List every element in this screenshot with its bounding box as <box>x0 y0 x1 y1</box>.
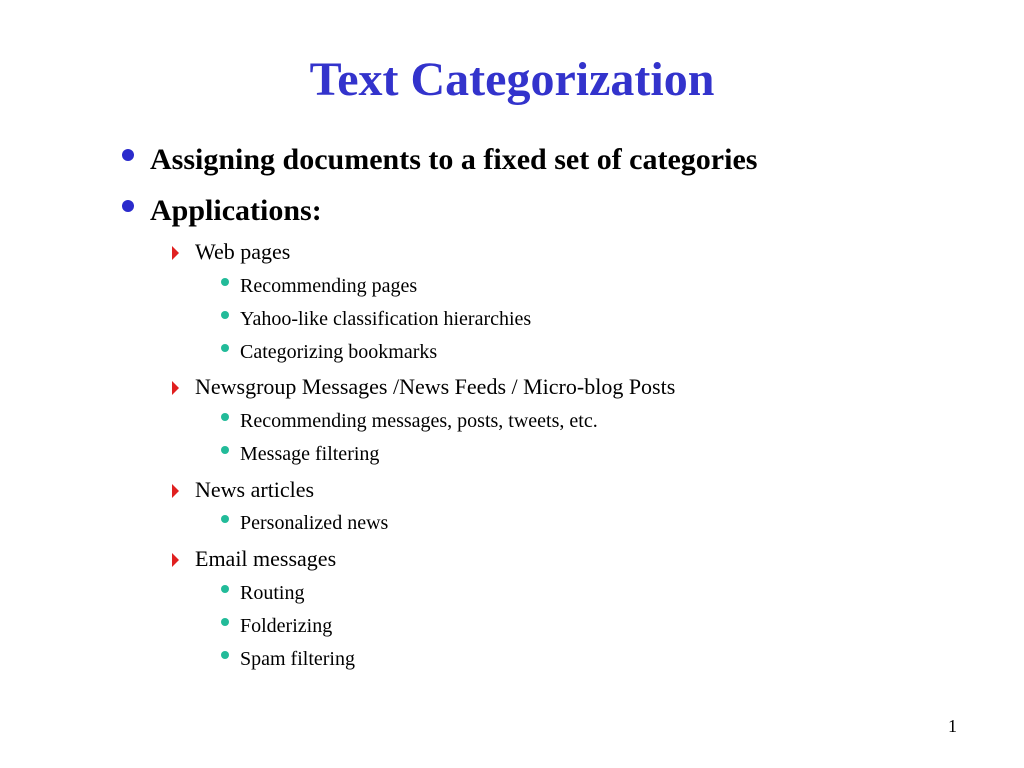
dot-bullet-icon <box>221 515 229 523</box>
application-label: News articles <box>195 477 315 502</box>
sub-item-text: Folderizing <box>240 615 333 637</box>
sub-item <box>240 409 598 433</box>
sub-item-text: Message filtering <box>240 443 380 465</box>
dot-bullet-icon <box>221 311 229 319</box>
dot-bullet-icon <box>221 446 229 454</box>
triangle-bullet-icon <box>172 246 179 260</box>
sub-item <box>240 307 531 331</box>
dot-bullet-icon <box>221 585 229 593</box>
application-email-messages <box>195 545 336 573</box>
application-label: Email messages <box>195 546 337 571</box>
dot-bullet-icon <box>221 651 229 659</box>
sub-item <box>240 647 355 671</box>
slide-title: Text Categorization <box>309 53 715 106</box>
application-web-pages <box>195 238 290 266</box>
sub-item <box>240 581 304 605</box>
bullet-assigning-documents <box>150 143 757 177</box>
sub-item <box>240 614 332 638</box>
bullet-text: Assigning documents to a fixed set of categories <box>150 143 758 176</box>
sub-item <box>240 274 417 298</box>
bullet-dot-icon <box>122 200 134 212</box>
sub-item <box>240 442 379 466</box>
bullet-text: Applications: <box>150 194 322 227</box>
sub-item-text: Spam filtering <box>240 648 355 670</box>
triangle-bullet-icon <box>172 381 179 395</box>
dot-bullet-icon <box>221 278 229 286</box>
application-label: Web pages <box>195 239 291 264</box>
sub-item-text: Recommending pages <box>240 275 418 297</box>
application-label: Newsgroup Messages /News Feeds / Micro-blog Posts <box>195 374 676 399</box>
triangle-bullet-icon <box>172 553 179 567</box>
application-newsgroup-messages <box>195 373 675 401</box>
sub-item <box>240 511 388 535</box>
triangle-bullet-icon <box>172 484 179 498</box>
bullet-applications <box>150 194 322 228</box>
sub-item-text: Routing <box>240 582 305 604</box>
application-news-articles <box>195 476 314 504</box>
sub-item-text: Personalized news <box>240 512 389 534</box>
sub-item-text: Recommending messages, posts, tweets, etc. <box>240 410 598 432</box>
bullet-dot-icon <box>122 149 134 161</box>
dot-bullet-icon <box>221 618 229 626</box>
sub-item-text: Categorizing bookmarks <box>240 341 438 363</box>
page-number: 1 <box>948 716 957 736</box>
sub-item-text: Yahoo-like classification hierarchies <box>240 308 532 330</box>
sub-item <box>240 340 437 364</box>
dot-bullet-icon <box>221 344 229 352</box>
dot-bullet-icon <box>221 413 229 421</box>
